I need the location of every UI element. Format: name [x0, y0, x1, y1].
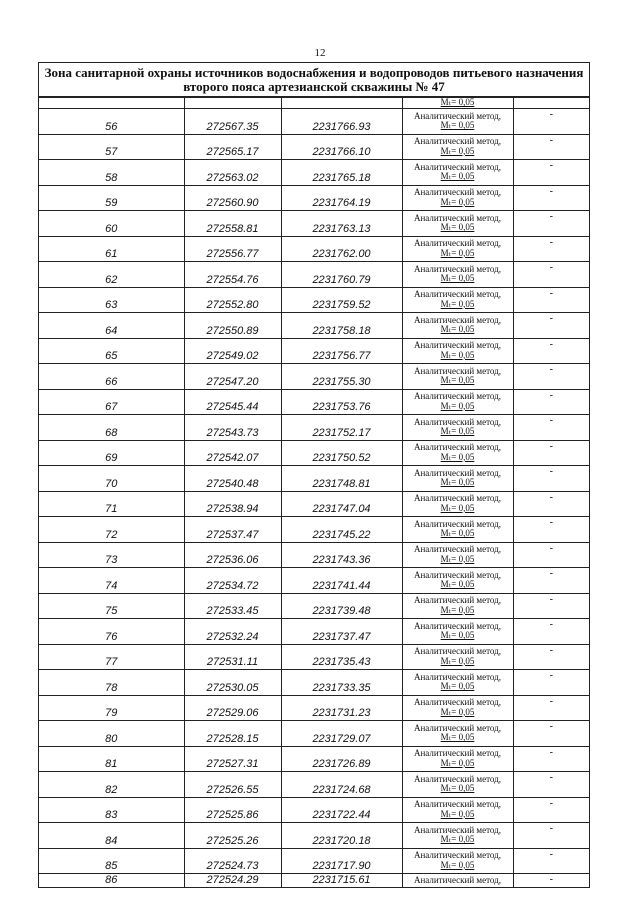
- method-cell: [402, 619, 513, 645]
- table-row: [39, 746, 589, 772]
- method-label: Аналитический метод,: [413, 646, 502, 657]
- point-number: 83: [39, 797, 184, 823]
- method-cell: [402, 415, 513, 441]
- method-value: Mₜ= 0,05: [440, 145, 475, 156]
- table-row: [39, 109, 589, 135]
- table-row: [39, 721, 589, 747]
- method-label: Аналитический метод,: [402, 874, 513, 888]
- coordinate-x: 272540.48: [184, 466, 281, 492]
- method-label: Аналитический метод,: [413, 187, 502, 198]
- coordinate-x: 272558.81: [184, 211, 281, 237]
- point-number: 81: [39, 746, 184, 772]
- dash-cell: -: [513, 185, 589, 211]
- coordinate-y: 2231753.76: [281, 389, 402, 415]
- method-cell: [402, 109, 513, 135]
- coordinate-y: 2231735.43: [281, 644, 402, 670]
- point-number: 64: [39, 313, 184, 339]
- table-row: [39, 389, 589, 415]
- table-row: [39, 644, 589, 670]
- dash-cell: -: [513, 313, 589, 339]
- dash-cell: -: [513, 874, 589, 888]
- table-title: [39, 63, 589, 97]
- method-value: Mₜ= 0,05: [440, 859, 475, 870]
- dash-cell: -: [513, 211, 589, 237]
- point-number: 73: [39, 542, 184, 568]
- table-row: [39, 287, 589, 313]
- coordinate-y: 2231737.47: [281, 619, 402, 645]
- coordinate-y: 2231765.18: [281, 160, 402, 186]
- coordinate-x: 272527.31: [184, 746, 281, 772]
- method-label: Аналитический метод,: [413, 569, 502, 580]
- method-cell: [402, 134, 513, 160]
- method-value: Mₜ= 0,05: [440, 808, 475, 819]
- coordinate-y: 2231748.81: [281, 466, 402, 492]
- point-number: 63: [39, 287, 184, 313]
- method-label: Аналитический метод,: [413, 238, 502, 249]
- coordinate-y: 2231729.07: [281, 721, 402, 747]
- point-number: 72: [39, 517, 184, 543]
- method-value: Mₜ= 0,05: [440, 757, 475, 768]
- point-number: 68: [39, 415, 184, 441]
- coordinate-y: 2231724.68: [281, 772, 402, 798]
- method-label: Аналитический метод,: [413, 161, 502, 172]
- dash-cell: -: [513, 236, 589, 262]
- coordinate-y: 2231766.10: [281, 134, 402, 160]
- method-value: Mₜ= 0,05: [440, 630, 475, 641]
- coordinate-x: 272531.11: [184, 644, 281, 670]
- point-number: 59: [39, 185, 184, 211]
- method-value: Mₜ= 0,05: [440, 298, 475, 309]
- dash-cell: -: [513, 517, 589, 543]
- method-value: Mₜ= 0,05: [440, 375, 475, 386]
- coordinate-x: 272530.05: [184, 670, 281, 696]
- method-label: Аналитический метод,: [413, 850, 502, 861]
- dash-cell: -: [513, 848, 589, 874]
- method-label: Аналитический метод,: [413, 697, 502, 708]
- method-label: Аналитический метод,: [413, 289, 502, 300]
- method-cell: [402, 517, 513, 543]
- table-row: [39, 491, 589, 517]
- method-cell: [402, 721, 513, 747]
- method-value: Mₜ= 0,05: [440, 400, 475, 411]
- coordinate-y: 2231743.36: [281, 542, 402, 568]
- table-row-last: [39, 874, 589, 888]
- method-cell: [402, 236, 513, 262]
- coordinate-x: 272560.90: [184, 185, 281, 211]
- method-label: Аналитический метод,: [413, 110, 502, 121]
- dash-cell: -: [513, 797, 589, 823]
- coordinate-y: 2231715.61: [281, 874, 402, 888]
- method-value: Mₜ= 0,05: [440, 655, 475, 666]
- coordinate-y: 2231752.17: [281, 415, 402, 441]
- point-number: 61: [39, 236, 184, 262]
- coordinate-y: 2231722.44: [281, 797, 402, 823]
- table-row: [39, 364, 589, 390]
- coordinate-x: 272552.80: [184, 287, 281, 313]
- coordinate-y: 2231750.52: [281, 440, 402, 466]
- coordinate-y: 2231763.13: [281, 211, 402, 237]
- method-value: Mₜ= 0,05: [440, 451, 475, 462]
- method-value: Mₜ= 0,05: [440, 196, 475, 207]
- table-row: [39, 593, 589, 619]
- method-label: Аналитический метод,: [413, 773, 502, 784]
- coordinates-grid: [39, 97, 589, 888]
- coordinate-x: 272556.77: [184, 236, 281, 262]
- table-row: [39, 160, 589, 186]
- table-row: [39, 568, 589, 594]
- method-cell: [402, 262, 513, 288]
- table-row: [39, 670, 589, 696]
- method-cell: [402, 568, 513, 594]
- coordinate-y: 2231745.22: [281, 517, 402, 543]
- dash-cell: -: [513, 670, 589, 696]
- coordinate-x: 272524.73: [184, 848, 281, 874]
- method-label: Аналитический метод,: [413, 314, 502, 325]
- table-row: [39, 542, 589, 568]
- method-cell: [402, 160, 513, 186]
- method-value: Mₜ= 0,05: [440, 324, 475, 335]
- dash-cell: -: [513, 109, 589, 135]
- point-number: 75: [39, 593, 184, 619]
- coordinate-y: 2231731.23: [281, 695, 402, 721]
- method-cell: [402, 440, 513, 466]
- coordinate-y: 2231747.04: [281, 491, 402, 517]
- dash-cell: -: [513, 160, 589, 186]
- table-row: [39, 415, 589, 441]
- method-label: Аналитический метод,: [413, 493, 502, 504]
- method-cell: [402, 746, 513, 772]
- coordinate-y: 2231759.52: [281, 287, 402, 313]
- dash-cell: -: [513, 491, 589, 517]
- coordinate-y: 2231762.00: [281, 236, 402, 262]
- point-number: 70: [39, 466, 184, 492]
- point-number: 74: [39, 568, 184, 594]
- table-row: [39, 262, 589, 288]
- dash-cell: -: [513, 568, 589, 594]
- method-label: Аналитический метод,: [413, 748, 502, 759]
- point-number: 86: [39, 874, 184, 888]
- method-cell: [402, 848, 513, 874]
- dash-cell: -: [513, 134, 589, 160]
- page-number: 12: [314, 47, 326, 59]
- title-line-1: Зона санитарной охраны источников водоснабжения и водопроводов питьевого назначения: [44, 65, 584, 80]
- coordinate-x: 272532.24: [184, 619, 281, 645]
- method-label: Аналитический метод,: [413, 212, 502, 223]
- coordinate-x: 272529.06: [184, 695, 281, 721]
- point-number: 80: [39, 721, 184, 747]
- method-label: Аналитический метод,: [413, 416, 502, 427]
- method-label: Аналитический метод,: [413, 620, 502, 631]
- point-number: 84: [39, 823, 184, 849]
- dash-cell: -: [513, 644, 589, 670]
- method-cell: [402, 287, 513, 313]
- point-number: 60: [39, 211, 184, 237]
- method-value: Mₜ= 0,05: [440, 783, 475, 794]
- dash-cell: -: [513, 542, 589, 568]
- method-label: Аналитический метод,: [413, 595, 502, 606]
- method-value: Mₜ= 0,05: [440, 579, 475, 590]
- table-row: [39, 338, 589, 364]
- cell-x-empty: [184, 98, 281, 109]
- table-row: [39, 848, 589, 874]
- table-row: [39, 185, 589, 211]
- table-row: [39, 619, 589, 645]
- coordinate-y: 2231741.44: [281, 568, 402, 594]
- coordinate-x: 272547.20: [184, 364, 281, 390]
- coordinate-x: 272565.17: [184, 134, 281, 160]
- dash-cell: -: [513, 287, 589, 313]
- coordinate-y: 2231739.48: [281, 593, 402, 619]
- table-row: [39, 823, 589, 849]
- method-cell: [402, 364, 513, 390]
- method-value: Mₜ= 0,05: [440, 247, 475, 258]
- cell-method-tail: Mₜ= 0,05: [402, 98, 513, 109]
- coordinate-y: 2231733.35: [281, 670, 402, 696]
- cell-y-empty: [281, 98, 402, 109]
- coordinate-x: 272526.55: [184, 772, 281, 798]
- dash-cell: -: [513, 772, 589, 798]
- method-cell: [402, 211, 513, 237]
- dash-cell: -: [513, 389, 589, 415]
- dash-cell: -: [513, 262, 589, 288]
- cell-number-empty: [39, 98, 184, 109]
- coordinate-y: 2231760.79: [281, 262, 402, 288]
- method-label: Аналитический метод,: [413, 467, 502, 478]
- method-label: Аналитический метод,: [413, 799, 502, 810]
- dash-cell: -: [513, 440, 589, 466]
- dash-cell: -: [513, 746, 589, 772]
- coordinate-x: 272549.02: [184, 338, 281, 364]
- table-row-continuation: [39, 98, 589, 109]
- coordinate-y: 2231758.18: [281, 313, 402, 339]
- coordinate-y: 2231764.19: [281, 185, 402, 211]
- method-value: Mₜ= 0,05: [440, 553, 475, 564]
- method-value: Mₜ= 0,05: [440, 120, 475, 131]
- point-number: 79: [39, 695, 184, 721]
- method-value: Mₜ= 0,05: [440, 502, 475, 513]
- coordinate-x: 272525.26: [184, 823, 281, 849]
- coordinate-y: 2231720.18: [281, 823, 402, 849]
- method-value: Mₜ= 0,05: [440, 834, 475, 845]
- coordinate-x: 272543.73: [184, 415, 281, 441]
- table-row: [39, 466, 589, 492]
- dash-cell: -: [513, 823, 589, 849]
- dash-cell: -: [513, 364, 589, 390]
- method-cell: [402, 542, 513, 568]
- point-number: 77: [39, 644, 184, 670]
- method-label: Аналитический метод,: [413, 518, 502, 529]
- method-cell: [402, 185, 513, 211]
- table-row: [39, 313, 589, 339]
- method-label: Аналитический метод,: [413, 442, 502, 453]
- table-row: [39, 134, 589, 160]
- method-value: Mₜ= 0,05: [440, 681, 475, 692]
- coordinate-x: 272542.07: [184, 440, 281, 466]
- coordinate-x: 272528.15: [184, 721, 281, 747]
- point-number: 62: [39, 262, 184, 288]
- point-number: 78: [39, 670, 184, 696]
- method-value: Mₜ= 0,05: [440, 528, 475, 539]
- title-line-2: второго пояса артезианской скважины № 47: [183, 79, 445, 94]
- point-number: 85: [39, 848, 184, 874]
- coordinate-x: 272563.02: [184, 160, 281, 186]
- coordinate-x: 272536.06: [184, 542, 281, 568]
- dash-cell: -: [513, 338, 589, 364]
- dash-cell: -: [513, 721, 589, 747]
- method-value: Mₜ= 0,05: [440, 273, 475, 284]
- method-cell: [402, 670, 513, 696]
- coordinate-x: 272554.76: [184, 262, 281, 288]
- method-label: Аналитический метод,: [413, 391, 502, 402]
- method-value: Mₜ= 0,05: [440, 171, 475, 182]
- cell-dash-empty: [513, 98, 589, 109]
- method-label: Аналитический метод,: [413, 340, 502, 351]
- table-body: [39, 98, 589, 888]
- coordinate-y: 2231756.77: [281, 338, 402, 364]
- method-cell: [402, 823, 513, 849]
- table-row: [39, 211, 589, 237]
- coordinate-x: 272533.45: [184, 593, 281, 619]
- method-value: Mₜ= 0,05: [440, 349, 475, 360]
- coordinate-x: 272534.72: [184, 568, 281, 594]
- method-cell: [402, 313, 513, 339]
- coordinate-y: 2231755.30: [281, 364, 402, 390]
- method-label: Аналитический метод,: [413, 722, 502, 733]
- method-cell: [402, 491, 513, 517]
- table-row: [39, 517, 589, 543]
- table-row: [39, 797, 589, 823]
- method-cell: [402, 797, 513, 823]
- point-number: 82: [39, 772, 184, 798]
- coordinate-x: 272525.86: [184, 797, 281, 823]
- point-number: 56: [39, 109, 184, 135]
- method-value: Mₜ= 0,05: [440, 732, 475, 743]
- point-number: 57: [39, 134, 184, 160]
- dash-cell: -: [513, 415, 589, 441]
- method-cell: [402, 772, 513, 798]
- method-value: Mₜ= 0,05: [440, 477, 475, 488]
- method-value: Mₜ= 0,05: [440, 426, 475, 437]
- point-number: 69: [39, 440, 184, 466]
- dash-cell: -: [513, 695, 589, 721]
- point-number: 71: [39, 491, 184, 517]
- table-row: [39, 772, 589, 798]
- coordinate-x: 272524.29: [184, 874, 281, 888]
- point-number: 76: [39, 619, 184, 645]
- coordinate-y: 2231726.89: [281, 746, 402, 772]
- method-label: Аналитический метод,: [413, 365, 502, 376]
- point-number: 66: [39, 364, 184, 390]
- method-cell: [402, 644, 513, 670]
- method-value: Mₜ= 0,05: [440, 604, 475, 615]
- dash-cell: -: [513, 466, 589, 492]
- method-cell: [402, 389, 513, 415]
- table-row: [39, 440, 589, 466]
- coordinate-y: 2231717.90: [281, 848, 402, 874]
- method-label: Аналитический метод,: [413, 544, 502, 555]
- coordinates-table: [38, 62, 590, 888]
- method-value: Mₜ= 0,05: [440, 706, 475, 717]
- coordinate-x: 272567.35: [184, 109, 281, 135]
- coordinate-y: 2231766.93: [281, 109, 402, 135]
- dash-cell: -: [513, 619, 589, 645]
- table-row: [39, 236, 589, 262]
- point-number: 65: [39, 338, 184, 364]
- method-value: Mₜ= 0,05: [440, 222, 475, 233]
- method-label: Аналитический метод,: [413, 824, 502, 835]
- coordinate-x: 272537.47: [184, 517, 281, 543]
- dash-cell: -: [513, 593, 589, 619]
- coordinate-x: 272545.44: [184, 389, 281, 415]
- method-label: Аналитический метод,: [413, 136, 502, 147]
- method-cell: [402, 695, 513, 721]
- method-cell: [402, 593, 513, 619]
- method-cell: [402, 466, 513, 492]
- coordinate-x: 272550.89: [184, 313, 281, 339]
- method-cell: [402, 338, 513, 364]
- table-row: [39, 695, 589, 721]
- coordinate-x: 272538.94: [184, 491, 281, 517]
- method-label: Аналитический метод,: [413, 263, 502, 274]
- point-number: 58: [39, 160, 184, 186]
- method-label: Аналитический метод,: [413, 671, 502, 682]
- point-number: 67: [39, 389, 184, 415]
